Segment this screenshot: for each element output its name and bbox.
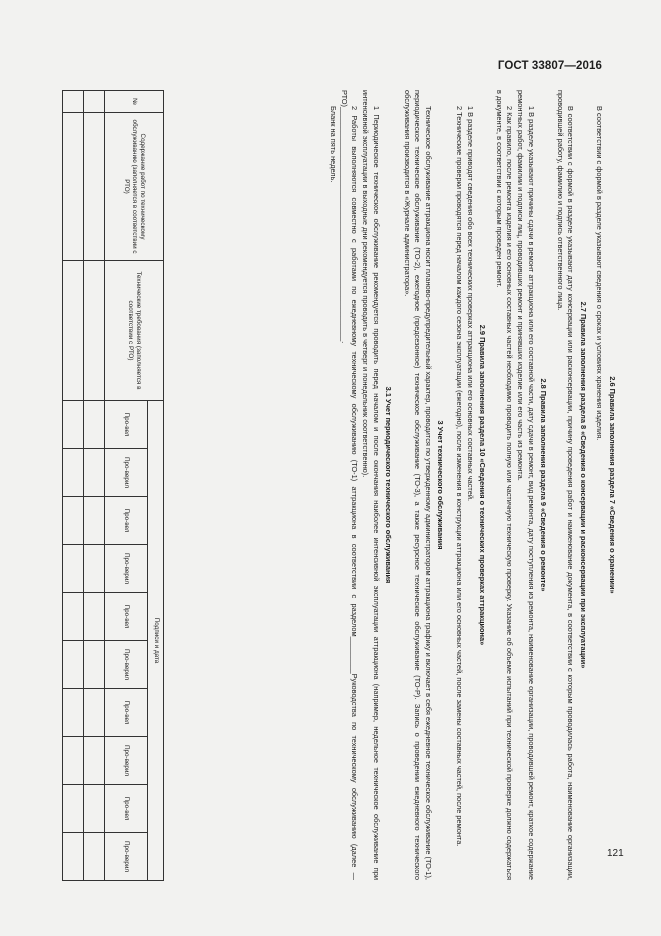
section-2-9-heading: 2.9 Правила заполнения раздела 10 «Сведения о технических проверках аттракциона» xyxy=(478,324,488,646)
table-cell xyxy=(63,261,84,401)
table-cell xyxy=(84,593,105,641)
table-cell xyxy=(63,449,84,497)
table-cell xyxy=(63,833,84,881)
col-content-header: Содержание работ по техническому обслуживанию (заполняется в соответствии с РТО) xyxy=(105,113,164,261)
section-3-1-paragraph-3: Бланк на пять недель. xyxy=(329,106,339,183)
section-3-heading: 3 Учет технического обслуживания xyxy=(436,420,446,550)
sub-col-header: Про-верил xyxy=(105,737,148,785)
table-cell xyxy=(84,689,105,737)
section-3-1-heading: 3.1 Учет периодического технического обслуживания xyxy=(384,386,394,584)
section-3-1-paragraph-2: 2 Работы выполняются совместно с работами по ежедневному техническому обслуживанию (ТО-1) аттракциона в соответствии с разделом_________Руководства по техническому обслуживанию (далее — РТО)_________________________________________________________. xyxy=(339,90,360,880)
col-signatures-header: Подписи и дата xyxy=(148,401,164,881)
table-cell xyxy=(63,497,84,545)
section-2-6-heading: 2.6 Правила заполнения раздела 7 «Сведения о хранении» xyxy=(608,376,617,594)
section-2-8-paragraph-1: 1 В разделе указывают причины сдачи в ремонт аттракциона или его составной части, дату сдачи в ремонт, вид ремонта, дату поступления из ремонта, наименование организации, проводившей ремонт, краткое содержание ремонтных работ, фамилии и подписи лиц, проводивших ремонт и принявших изделие или его часть из ремонта. xyxy=(515,90,536,880)
sub-col-header: Про-вел xyxy=(105,785,148,833)
table-cell xyxy=(63,641,84,689)
table-cell xyxy=(63,91,84,113)
section-2-7-paragraph: В соответствии с формой в разделе указывают дату консервации или расконсервации, причину проведения работ и наименование документа, в соответствии с которым проводилась работа, наименование организации, проводившей работу, фамилию и подпись ответственного лица. xyxy=(555,90,576,880)
table-cell xyxy=(84,545,105,593)
sub-col-header: Про-вел xyxy=(105,593,148,641)
table-cell xyxy=(63,593,84,641)
section-2-9-paragraph-2: 2 Технические проверки проводятся перед началом каждого сезона эксплуатации (ежегодно), после изменения в конструкции аттракциона или его основных частей, после замены составных частей, после ремонта. xyxy=(455,106,465,847)
table-cell xyxy=(84,91,105,113)
table-cell xyxy=(84,833,105,881)
table-row xyxy=(84,91,105,881)
section-2-8-paragraph-2: 2 Как правило, после ремонта изделия и его основных составных частей необходимо проводить полную или частичную техническую проверку. Указание об объеме испытаний при технической проверке должно содержаться в документе, в соответствии с которым проведен ремонт. xyxy=(494,90,515,880)
table-cell xyxy=(84,113,105,261)
standard-code: ГОСТ 33807—2016 xyxy=(497,60,602,72)
sub-col-header: Про-верил xyxy=(105,449,148,497)
page-number: 121 xyxy=(607,848,624,859)
table-cell xyxy=(63,689,84,737)
sub-col-header: Про-верил xyxy=(105,545,148,593)
table-cell xyxy=(84,449,105,497)
table-cell xyxy=(63,401,84,449)
table-cell xyxy=(84,261,105,401)
sub-col-header: Про-верил xyxy=(105,833,148,881)
sub-col-header: Про-верил xyxy=(105,641,148,689)
col-number-header: № xyxy=(105,91,164,113)
table-cell xyxy=(84,785,105,833)
col-requirements-header: Технические требования (заполняется в соответствии с РТО) xyxy=(105,261,164,401)
maintenance-log-table xyxy=(62,90,164,881)
section-2-7-heading: 2.7 Правила заполнения раздела 8 «Сведения о консервации и расконсервации при эксплуатации» xyxy=(578,301,588,669)
section-3-1-paragraph-1: 1 Периодическое техническое обслуживание рекомендуется проводить перед началом и после окончания наиболее интенсивной эксплуатации аттракциона (например, недельное техническое обслуживание при интенсивной эксплуатации в выходные дни рекомендуется проводить в четверг и понедельник соответственно). xyxy=(361,90,381,880)
table-cell xyxy=(84,737,105,785)
sub-col-header: Про-вел xyxy=(105,689,148,737)
sub-col-header: Про-вел xyxy=(105,497,148,545)
table-cell xyxy=(63,737,84,785)
table-cell xyxy=(84,497,105,545)
table-cell xyxy=(63,785,84,833)
table-cell xyxy=(84,641,105,689)
section-2-6-paragraph: В соответствии с формой в разделе указывают сведения о сроках и условиях хранения изделия. xyxy=(595,106,605,441)
section-2-9-paragraph-1: 1 В разделе приводят сведения обо всех технических проверках аттракциона или его основных составных частей. xyxy=(465,106,475,502)
rotated-page-body xyxy=(57,90,617,880)
section-2-8-heading: 2.8 Правила заполнения раздела 9 «Сведения о ремонте» xyxy=(539,378,549,592)
table-cell xyxy=(63,545,84,593)
table-cell xyxy=(63,113,84,261)
table-row xyxy=(63,91,84,881)
sub-col-header: Про-вел xyxy=(105,401,148,449)
table-cell xyxy=(84,401,105,449)
section-3-paragraph: Техническое обслуживание аттракциона носит планово-предупредительный характер, проводится по утвержденному администратором аттракциона графику и включает в себя ежедневное техническое обслуживание (ТО-1), периодическое техническое обслуживание (ТО-2), ежегодное (предсезонное) техническое обслуживание (ТО-3), а также ресурсное техническое обслуживание (ТО-Р). Запись о проведении ежедневного технического обслуживания производится в «Журнале администратора». xyxy=(402,90,433,880)
